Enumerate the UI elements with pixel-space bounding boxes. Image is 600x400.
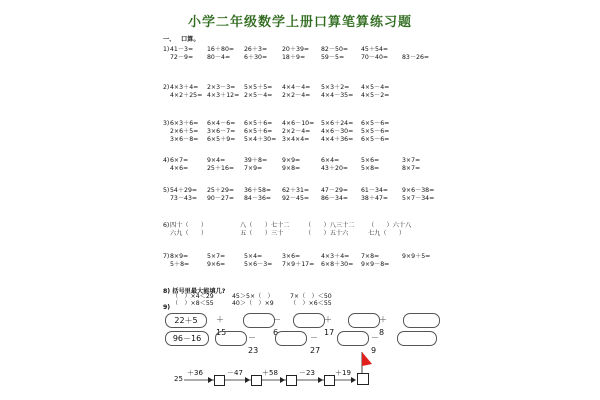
exercise-item: 9×8= [282, 165, 301, 172]
exercise-item: 4×6－10= [282, 120, 315, 127]
chain-2-op: －27 [310, 333, 321, 355]
exercise-item: 6×5＋6= [244, 128, 273, 135]
chain-op: ＋19 [335, 369, 351, 377]
exercise-item: 6＋30= [244, 54, 268, 61]
answer-box[interactable] [251, 375, 262, 386]
red-flag-icon [362, 352, 372, 366]
exercise-item: 59－5= [321, 54, 345, 61]
exercise-item: 2×2－4= [282, 128, 311, 135]
exercise-item: 62＋31= [282, 187, 310, 194]
exercise-item: 4×5－2= [361, 92, 390, 99]
exercise-item: 9×4= [207, 157, 226, 164]
exercise-item: 4×6－30= [321, 128, 354, 135]
exercise-item: 4×3＋4= [321, 253, 350, 260]
exercise-item: 四十（ ） [170, 222, 208, 229]
exercise-item: 39＋8= [244, 157, 268, 164]
chain-2-op: －9 [371, 333, 379, 355]
exercise-item: 20＋39= [282, 46, 310, 53]
exercise-item: 72－9= [170, 54, 194, 61]
exercise-item: 4×5－4= [361, 84, 390, 91]
exercise-item: 4×3＋12= [207, 92, 240, 99]
section-1-number: 一、 [163, 36, 176, 43]
exercise-item: 8×9= [170, 253, 189, 260]
chain-op: －47 [227, 369, 243, 377]
exercise-item: 9×6－38= [402, 187, 435, 194]
exercise-item: 36＋58= [244, 187, 272, 194]
exercise-item: （ ）六十八 [368, 222, 412, 229]
exercise-item: 18＋9= [282, 54, 306, 61]
group-label: 3) [163, 120, 170, 127]
exercise-item: 6×5＋6= [244, 120, 273, 127]
answer-box[interactable] [286, 375, 297, 386]
exercise-item: 4×4－4= [282, 84, 311, 91]
chain-1-op: ＋17 [324, 315, 335, 337]
chain-op: －23 [299, 369, 315, 377]
answer-box[interactable] [214, 375, 225, 386]
exercise-item: 八（ ）七十二 [240, 222, 290, 229]
exercise-item: 5×4= [244, 253, 263, 260]
exercise-item: 9×6= [207, 261, 226, 268]
exercise-item: 70－40= [361, 54, 389, 61]
exercise-item: （ ）八三十二 [305, 222, 355, 229]
exercise-item: 6×7= [170, 157, 189, 164]
group-label: 2) [163, 84, 170, 91]
exercise-item: 7×9＋17= [282, 261, 315, 268]
group-label: 5) [163, 187, 170, 194]
q8-title: 8) 括号里最大能填几? [163, 288, 226, 295]
inequality-item: 45＞5×（ ） [232, 293, 274, 300]
exercise-item: 4×3＋4= [170, 84, 199, 91]
chain-start-number: 25 [174, 375, 183, 383]
chain-2-op: －23 [248, 333, 259, 355]
exercise-item: 8×7= [402, 165, 421, 172]
exercise-item: 9×9－8= [361, 261, 390, 268]
page-title: 小学二年级数学上册口算笔算练习题 [187, 15, 412, 30]
exercise-item: 92－45= [282, 195, 310, 202]
group-label: 6) [163, 222, 170, 229]
answer-box[interactable] [324, 375, 335, 386]
exercise-item: 41－3= [170, 46, 194, 53]
exercise-item: 6×8＋30= [321, 261, 354, 268]
group-label: 4) [163, 157, 170, 164]
exercise-item: 6×5－6= [361, 120, 390, 127]
exercise-item: 43＋20= [321, 165, 349, 172]
exercise-item: 6×4= [321, 157, 340, 164]
exercise-item: （ ）五十六 [305, 230, 349, 237]
exercise-item: 83－26= [402, 54, 430, 61]
chain-op: ＋36 [187, 369, 203, 377]
exercise-item: 5×6＋24= [321, 120, 354, 127]
group-label: 1) [163, 46, 170, 53]
exercise-item: 5＋8= [170, 261, 190, 268]
exercise-item: 25＋16= [207, 165, 235, 172]
exercise-item: 38＋47= [361, 195, 389, 202]
exercise-item: 6×4－6= [207, 120, 236, 127]
exercise-item: 80－4= [207, 54, 231, 61]
exercise-item: 9×9＋5= [402, 253, 431, 260]
exercise-item: 五（ ）三十 [240, 230, 284, 237]
exercise-item: 5×5＋5= [244, 84, 273, 91]
exercise-item: 6×3＋6= [170, 120, 199, 127]
inequality-item: （ ）×8＜55 [172, 300, 214, 307]
exercise-item: 4×6= [170, 165, 189, 172]
exercise-item: 45＋54= [361, 46, 389, 53]
exercise-item: 5×4＋30= [244, 136, 277, 143]
inequality-item: 7×（ ）＜50 [290, 293, 332, 300]
exercise-item: 16＋80= [207, 46, 235, 53]
exercise-item: 5×3＋2= [321, 84, 350, 91]
exercise-item: 73－43= [170, 195, 198, 202]
exercise-item: 5×6= [361, 157, 380, 164]
exercise-item: 2×3－3= [207, 84, 236, 91]
chain-1-op: －6 [273, 315, 281, 337]
exercise-item: 82－50= [321, 46, 349, 53]
exercise-item: 3×6－7= [207, 128, 236, 135]
exercise-item: 3×7= [402, 157, 421, 164]
inequality-item: （ ）×6＜55 [290, 300, 332, 307]
exercise-item: 5×8= [361, 165, 380, 172]
exercise-item: 54＋29= [170, 187, 198, 194]
group-label: 7) [163, 253, 170, 260]
exercise-item: 84－36= [244, 195, 272, 202]
exercise-item: 4×4－35= [321, 92, 354, 99]
exercise-item: 2×2－4= [282, 92, 311, 99]
section-1-label: 口算。 [181, 36, 200, 43]
chain-2-start: 96－16 [165, 331, 209, 346]
exercise-item: 4×4＋36= [321, 136, 354, 143]
exercise-item: 9×9= [282, 157, 301, 164]
exercise-item: 86－34= [321, 195, 349, 202]
exercise-item: 5×6－3= [244, 261, 273, 268]
inequality-item: 40＞（ ）×9 [232, 300, 274, 307]
exercise-item: 47－29= [321, 187, 349, 194]
answer-box[interactable] [357, 373, 369, 385]
exercise-item: 2×6＋5= [170, 128, 199, 135]
exercise-item: 4×2＋25= [170, 92, 203, 99]
exercise-item: 7×9= [244, 165, 263, 172]
exercise-item: 3×6－8= [170, 136, 199, 143]
exercise-item: 5×5－6= [361, 128, 390, 135]
inequality-item: （ ）×4＜29 [172, 293, 214, 300]
chain-1-op: ＋8 [379, 315, 387, 337]
chain-1-start: 22＋5 [165, 313, 207, 328]
exercise-item: 90－27= [207, 195, 235, 202]
exercise-item: 6×5－6= [361, 136, 390, 143]
chain-1-op: ＋15 [216, 315, 227, 337]
exercise-item: 6×5＋9= [207, 136, 236, 143]
exercise-item: 3×4×4= [282, 136, 310, 143]
chain-op: ＋58 [262, 369, 278, 377]
exercise-item: 7×8= [361, 253, 380, 260]
exercise-item: 3×6= [282, 253, 301, 260]
exercise-item: 25＋29= [207, 187, 235, 194]
exercise-item: 26＋3= [244, 46, 268, 53]
exercise-item: 61－34= [361, 187, 389, 194]
exercise-item: 5×7= [207, 253, 226, 260]
q9-label: 9) [163, 304, 171, 311]
exercise-item: 5×7－34= [402, 195, 435, 202]
exercise-item: 六九（ ） [170, 230, 208, 237]
exercise-item: 2×5－4= [244, 92, 273, 99]
exercise-item: 七九（ ） [368, 230, 406, 237]
